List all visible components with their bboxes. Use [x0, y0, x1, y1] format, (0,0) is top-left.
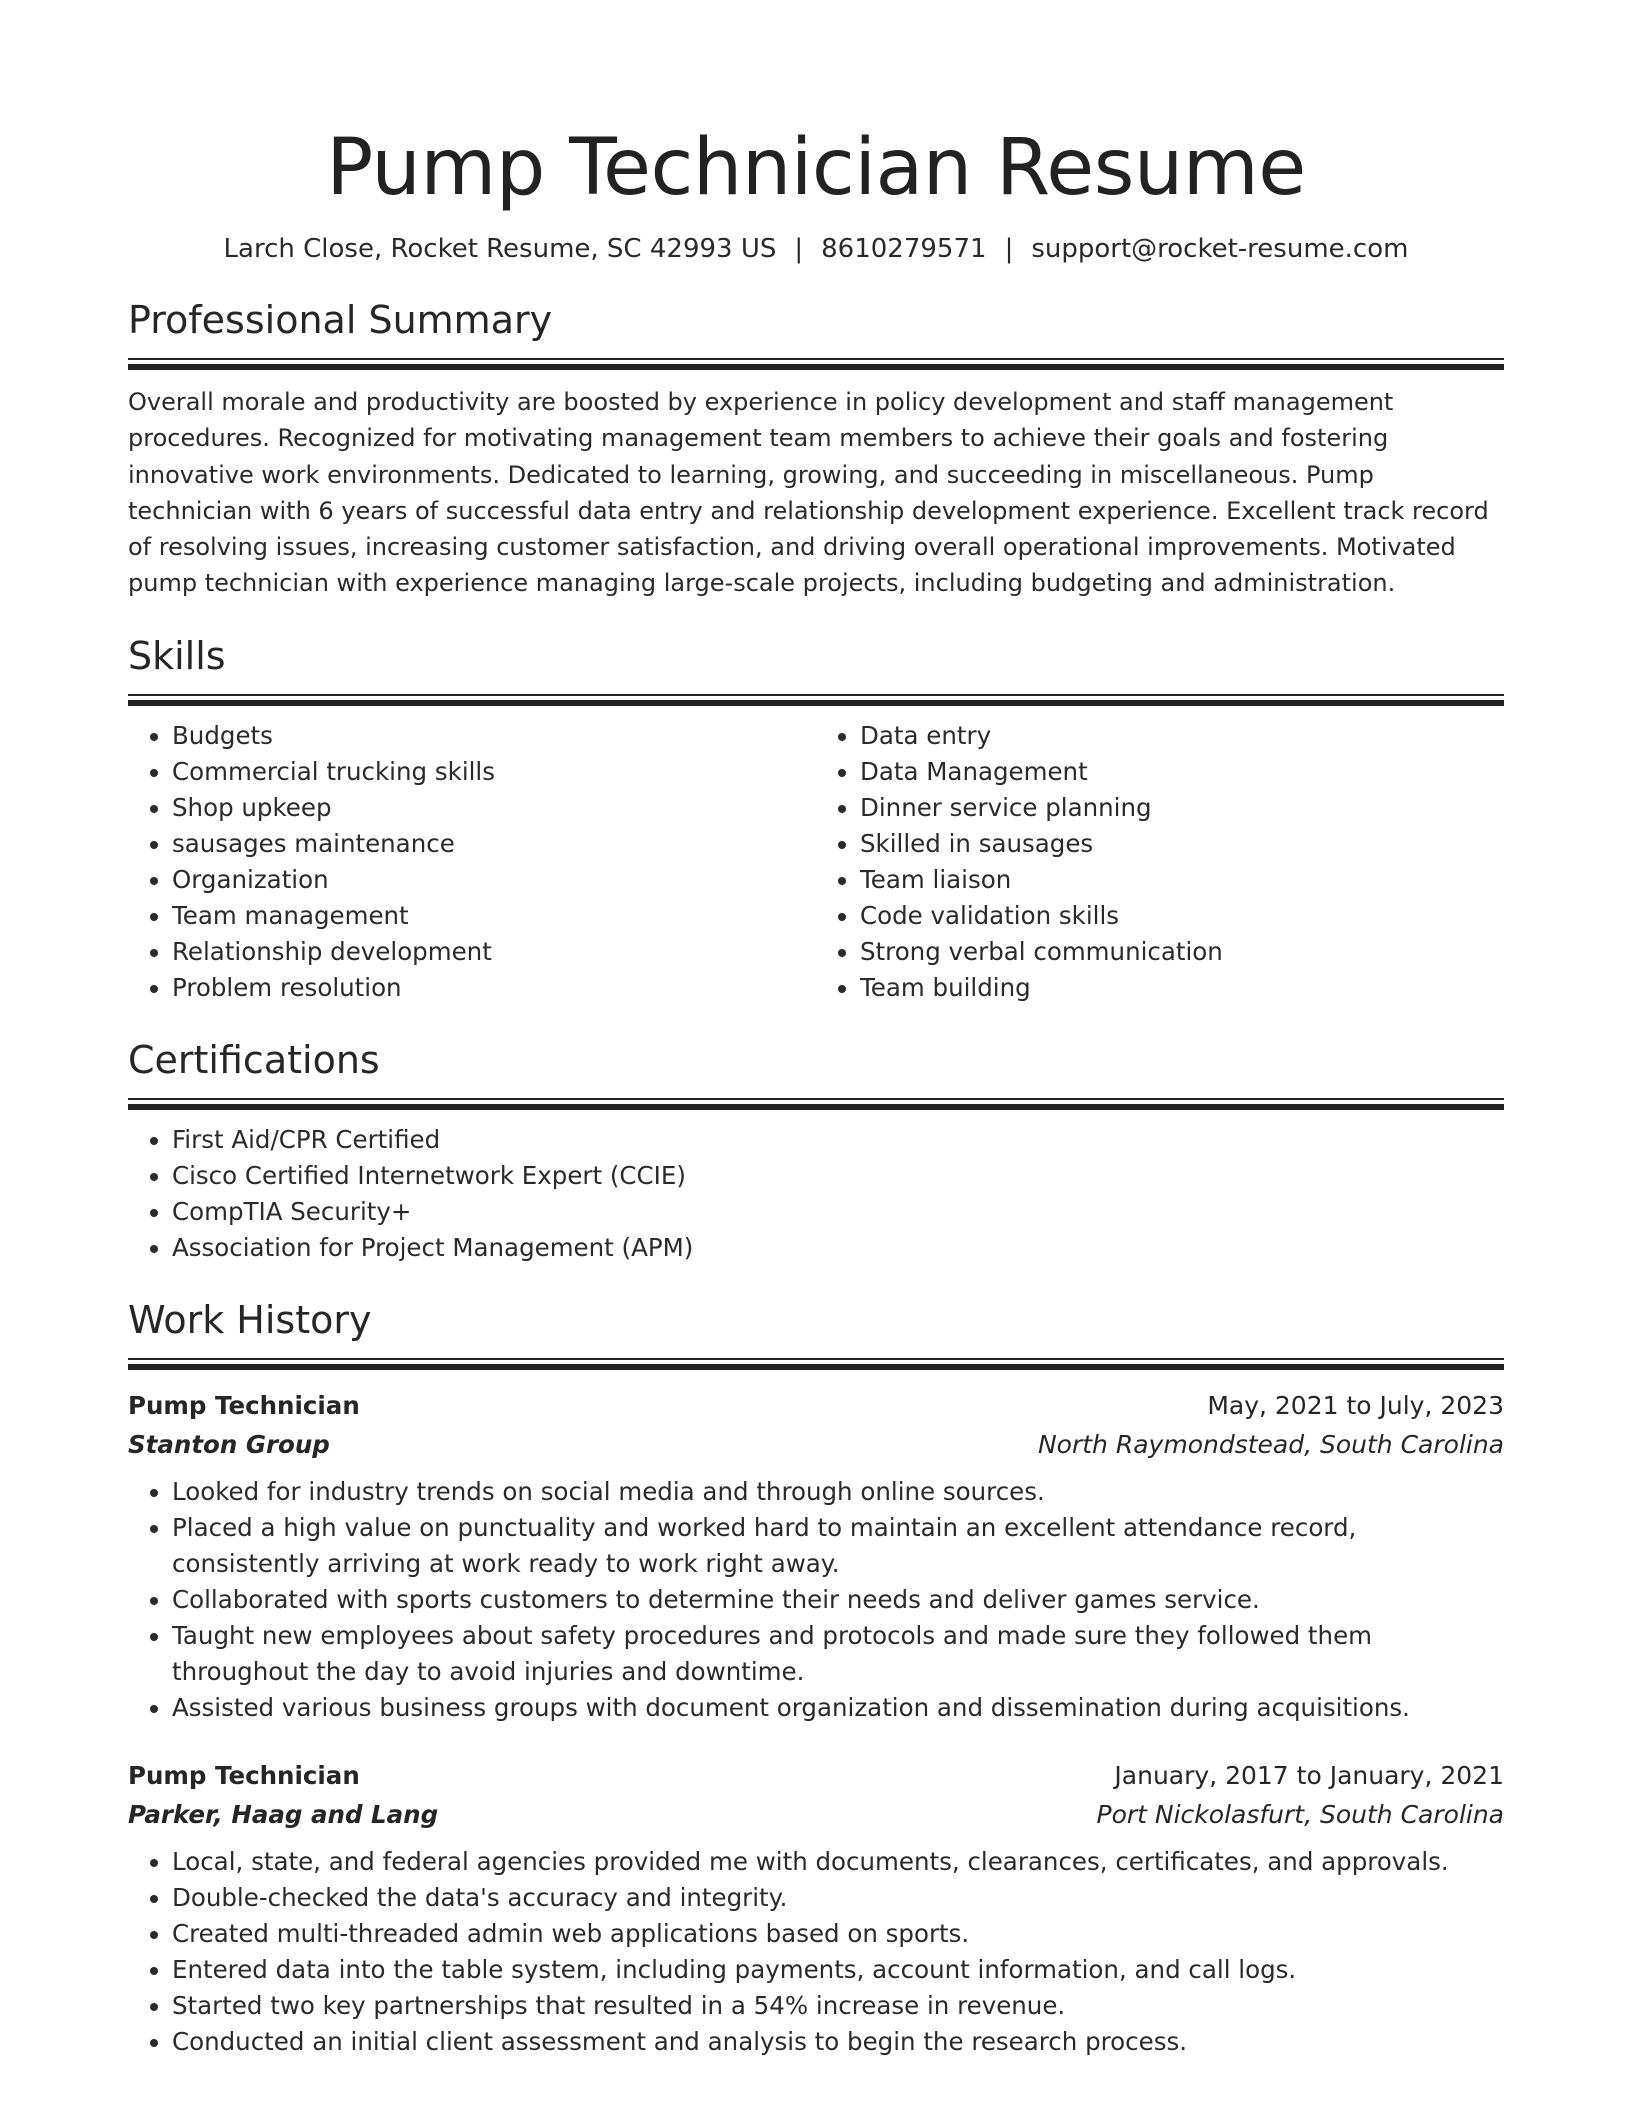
skill-item: • Problem resolution	[172, 970, 816, 1006]
job-duty-item: • Started two key partnerships that resulted in a 54% increase in revenue.	[172, 1988, 1504, 2024]
job-entry	[128, 1386, 1504, 1726]
section-divider	[128, 358, 1504, 372]
certifications-section	[128, 1034, 1504, 1266]
work-history-section	[128, 1294, 1504, 2060]
section-heading: Professional Summary	[128, 298, 553, 342]
job-company-row	[128, 1426, 1504, 1464]
skill-item: • Dinner service planning	[860, 790, 1504, 826]
contact-line	[128, 232, 1504, 266]
contact-separator: |	[1004, 234, 1014, 264]
job-duties-list	[128, 1474, 1504, 1726]
skill-item: • Skilled in sausages	[860, 826, 1504, 862]
skill-item: • sausages maintenance	[172, 826, 816, 862]
section-heading: Certifications	[128, 1037, 380, 1082]
section-heading: Work History	[128, 1297, 372, 1342]
skill-item: • Team management	[172, 898, 816, 934]
skills-list-left	[128, 718, 816, 1006]
job-duty-item: • Looked for industry trends on social media and through online sources.	[172, 1474, 1504, 1510]
summary-section	[128, 294, 1504, 602]
job-duty-item: • Taught new employees about safety procedures and protocols and made sure they followed them throughout the day to avoid injuries and downtime.	[172, 1618, 1504, 1690]
skills-section	[128, 630, 1504, 1006]
job-company: Stanton Group	[128, 1429, 330, 1459]
section-divider	[128, 694, 1504, 708]
certifications-list	[128, 1122, 1504, 1266]
section-divider	[128, 1358, 1504, 1372]
skill-item: • Budgets	[172, 718, 816, 754]
job-dates: January, 2017 to January, 2021	[1114, 1760, 1504, 1790]
certification-item: • First Aid/CPR Certified	[172, 1122, 1504, 1158]
skill-item: • Shop upkeep	[172, 790, 816, 826]
job-company: Parker, Haag and Lang	[128, 1799, 439, 1829]
job-duty-item: • Created multi-threaded admin web applications based on sports.	[172, 1916, 1504, 1952]
skills-list-right	[816, 718, 1504, 1006]
resume-title: Pump Technician Resume	[326, 123, 1306, 213]
job-location: Port Nickolasfurt, South Carolina	[1096, 1799, 1504, 1829]
skill-item: • Strong verbal communication	[860, 934, 1504, 970]
certification-item: • Cisco Certified Internetwork Expert (CCIE)	[172, 1158, 1504, 1194]
certification-item: • Association for Project Management (APM)	[172, 1230, 1504, 1266]
job-duty-item: • Collaborated with sports customers to determine their needs and deliver games service.	[172, 1582, 1504, 1618]
job-duty-item: • Local, state, and federal agencies provided me with documents, clearances, certificates, and approvals.	[172, 1844, 1504, 1880]
contact-address: Larch Close, Rocket Resume, SC 42993 US	[223, 234, 777, 264]
job-duty-item: • Placed a high value on punctuality and worked hard to maintain an excellent attendance record, consistently arriving at work ready to work right away.	[172, 1510, 1504, 1582]
contact-email: support@rocket-resume.com	[1031, 234, 1409, 264]
skills-grid	[128, 708, 1504, 1006]
job-duty-item: • Conducted an initial client assessment and analysis to begin the research process.	[172, 2024, 1504, 2060]
skill-item: • Commercial trucking skills	[172, 754, 816, 790]
section-divider	[128, 1098, 1504, 1112]
contact-separator: |	[794, 234, 804, 264]
skill-item: • Data entry	[860, 718, 1504, 754]
certification-item: • CompTIA Security+	[172, 1194, 1504, 1230]
skill-item: • Relationship development	[172, 934, 816, 970]
job-duty-item: • Double-checked the data's accuracy and integrity.	[172, 1880, 1504, 1916]
skill-item: • Organization	[172, 862, 816, 898]
job-duty-item: • Assisted various business groups with document organization and dissemination during acquisitions.	[172, 1690, 1504, 1726]
skill-item: • Team building	[860, 970, 1504, 1006]
skill-item: • Team liaison	[860, 862, 1504, 898]
job-header-row	[128, 1756, 1504, 1796]
job-entry	[128, 1756, 1504, 2060]
job-title: Pump Technician	[128, 1760, 360, 1790]
job-company-row	[128, 1796, 1504, 1834]
job-duties-list	[128, 1844, 1504, 2060]
section-heading: Skills	[128, 633, 226, 678]
contact-phone: 8610279571	[821, 234, 987, 264]
skill-item: • Data Management	[860, 754, 1504, 790]
job-title: Pump Technician	[128, 1390, 360, 1420]
job-header-row	[128, 1386, 1504, 1426]
job-dates: May, 2021 to July, 2023	[1207, 1390, 1504, 1420]
skill-item: • Code validation skills	[860, 898, 1504, 934]
job-duty-item: • Entered data into the table system, including payments, account information, and call logs.	[172, 1952, 1504, 1988]
summary-text: Overall morale and productivity are boosted by experience in policy development and staff management procedures. Recognized for motivating management team members to achieve their goals and fostering innovative work environments. Dedicated to learning, growing, and succeeding in miscellaneous. Pump technician with 6 years of successful data entry and relationship development experience. Excellent track record of resolving issues, increasing customer satisfaction, and driving overall operational improvements. Motivated pump technician with experience managing large-scale projects, including budgeting and administration.	[128, 388, 1489, 598]
job-location: North Raymondstead, South Carolina	[1037, 1429, 1504, 1459]
